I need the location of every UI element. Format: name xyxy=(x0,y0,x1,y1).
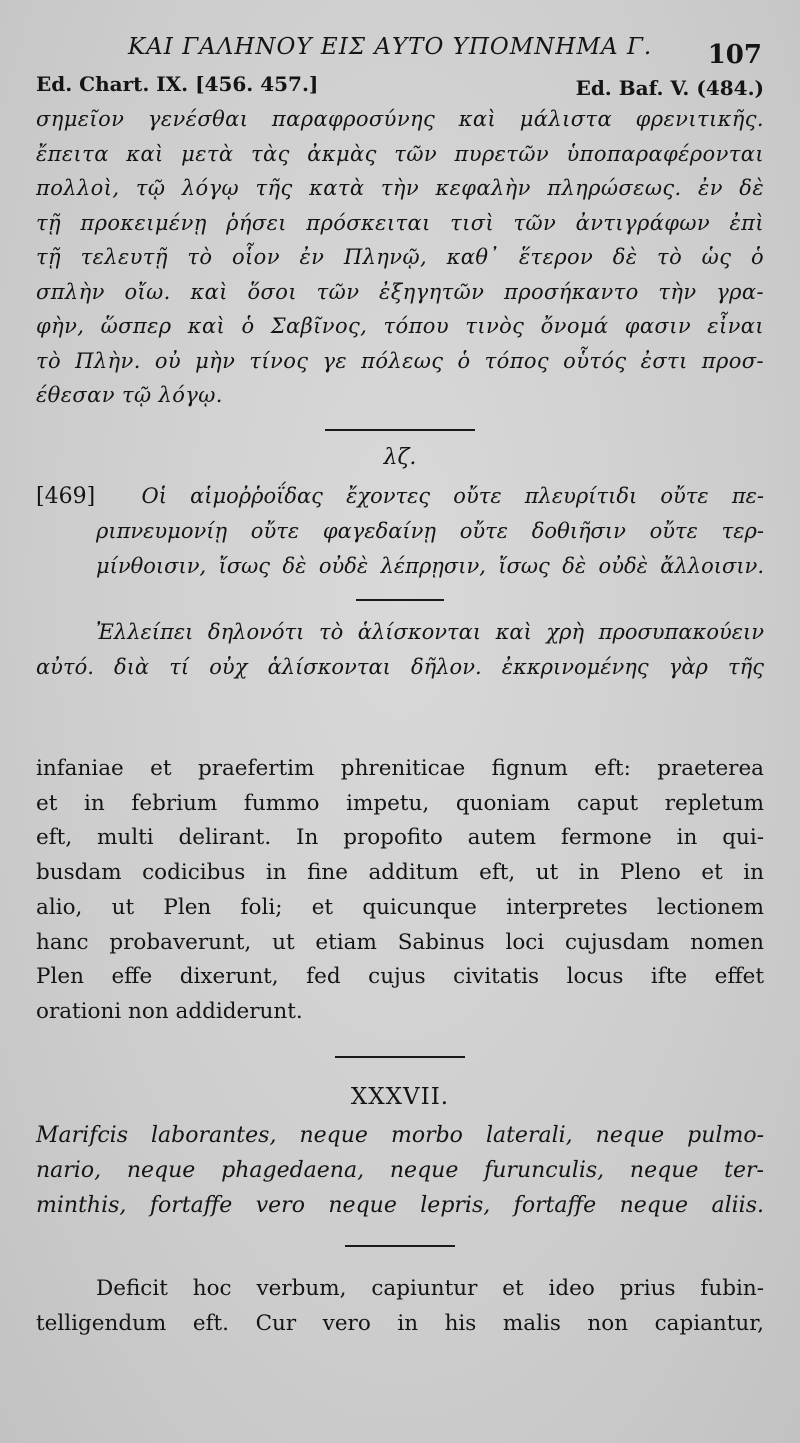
latin-commentary xyxy=(36,1271,764,1341)
section-divider xyxy=(356,599,444,601)
text-line: busdam codicibus in fine additum eft, ut in Pleno et in xyxy=(36,860,764,886)
edition-reference-basel: Ed. Baf. V. (484.) xyxy=(575,76,764,100)
text-line: ἔπειτα καὶ μετὰ τὰς ἀκμὰς τῶν πυρετῶν ὑποπαραφέρονται xyxy=(36,141,764,166)
running-head xyxy=(36,0,764,70)
text-line xyxy=(36,479,764,515)
running-title: ΚΑΙ ΓΑΛΗΝΟΥ ΕΙΣ ΑΥΤΟ ΥΠΟΜΝΗΜΑ Γ. xyxy=(128,34,653,60)
edition-page-reference: [469] xyxy=(36,483,96,509)
section-divider xyxy=(325,429,475,431)
text-line: τῇ προκειμένῃ ῥήσει πρόσκειται τισὶ τῶν ἀντιγράφων ἐπὶ xyxy=(36,210,764,235)
section-divider xyxy=(335,1056,465,1058)
text-line: orationi non addiderunt. xyxy=(36,998,303,1024)
section-divider xyxy=(345,1245,455,1247)
edition-line xyxy=(36,50,764,100)
text-line: τὸ Πλὴν. οὐ μὴν τίνος γε πόλεως ὁ τόπος οὗτός ἐστι προσ- xyxy=(36,348,764,373)
text-line: hanc probaverunt, ut etiam Sabinus loci cujusdam nomen xyxy=(36,929,764,955)
greek-commentary xyxy=(36,615,764,684)
text-line: φὴν, ὥσπερ καὶ ὁ Σαβῖνος, τόπου τινὸς ὄνομά φασιν εἶναι xyxy=(36,314,764,338)
text-line: ριπνευμονίῃ οὔτε φαγεδαίνῃ οὔτε δοθιῆσιν οὔτε τερ- xyxy=(96,519,764,543)
edition-reference-chart: Ed. Chart. IX. [456. 457.] xyxy=(36,72,319,96)
section-number-latin: XXXVII. xyxy=(350,1083,450,1110)
text-line: telligendum eft. Cur vero in his malis non capiantur, xyxy=(36,1310,764,1336)
text-line: Ἐλλείπει δηλονότι τὸ ἁλίσκονται καὶ χρὴ προσυπακούειν xyxy=(96,620,764,644)
text-line: eft, multi delirant. In propofito autem fermone in qui- xyxy=(36,825,764,851)
text-line: nario, neque phagedaena, neque furunculis, neque ter- xyxy=(36,1157,764,1183)
text-line: minthis, fortaffe vero neque lepris, fortaffe neque aliis. xyxy=(36,1192,764,1218)
latin-translation-continued xyxy=(36,752,764,1030)
text-line: infaniae et praefertim phreniticae fignum eft: praeterea xyxy=(36,756,764,781)
page-number: 107 xyxy=(707,40,762,70)
text-line: πολλοὶ, τῷ λόγῳ τῆς κατὰ τὴν κεφαλὴν πληρώσεως. ἐν δὲ xyxy=(36,176,764,200)
text-line: Plen effe dixerunt, fed cujus civitatis locus ifte effet xyxy=(36,964,764,990)
text-line: σπλὴν οἴω. καὶ ὅσοι τῶν ἐξηγητῶν προσήκαντο τὴν γρα- xyxy=(36,279,764,304)
lemma-text: Οἱ αἱμοῤῥοΐδας ἔχοντες οὔτε πλευρίτιδι οὔτε πε- xyxy=(141,483,764,508)
text-line: έθεσαν τῷ λόγῳ. xyxy=(36,383,223,407)
text-line: et in febrium fummo impetu, quoniam caput repletum xyxy=(36,790,764,816)
text-line: μίνθοισιν, ἴσως δὲ οὐδὲ λέπρῃσιν, ἴσως δὲ οὐδὲ ἄλλοισιν. xyxy=(96,553,764,578)
greek-commentary-continued xyxy=(36,102,764,413)
text-line: αὐτό. διὰ τί οὐχ ἁλίσκονται δῆλον. ἐκκρινομένης γὰρ τῆς xyxy=(36,654,764,679)
text-line: Deficit hoc verbum, capiuntur et ideo prius fubin- xyxy=(96,1275,764,1301)
text-line: alio, ut Plen foli; et quicunque interpretes lectionem xyxy=(36,894,764,920)
latin-lemma xyxy=(36,1118,764,1223)
text-line: σημεῖον γενέσθαι παραφροσύνης καὶ μάλιστα φρενιτικῆς. xyxy=(36,107,764,131)
section-number-greek: λζ. xyxy=(383,444,417,470)
greek-lemma xyxy=(36,479,764,584)
text-line: Marifcis laborantes, neque morbo laterali, neque pulmo- xyxy=(36,1122,764,1148)
text-line: τῇ τελευτῇ τὸ οἷον ἐν Πληνῷ, καθ᾽ ἕτερον δὲ τὸ ὡς ὁ xyxy=(36,245,764,269)
